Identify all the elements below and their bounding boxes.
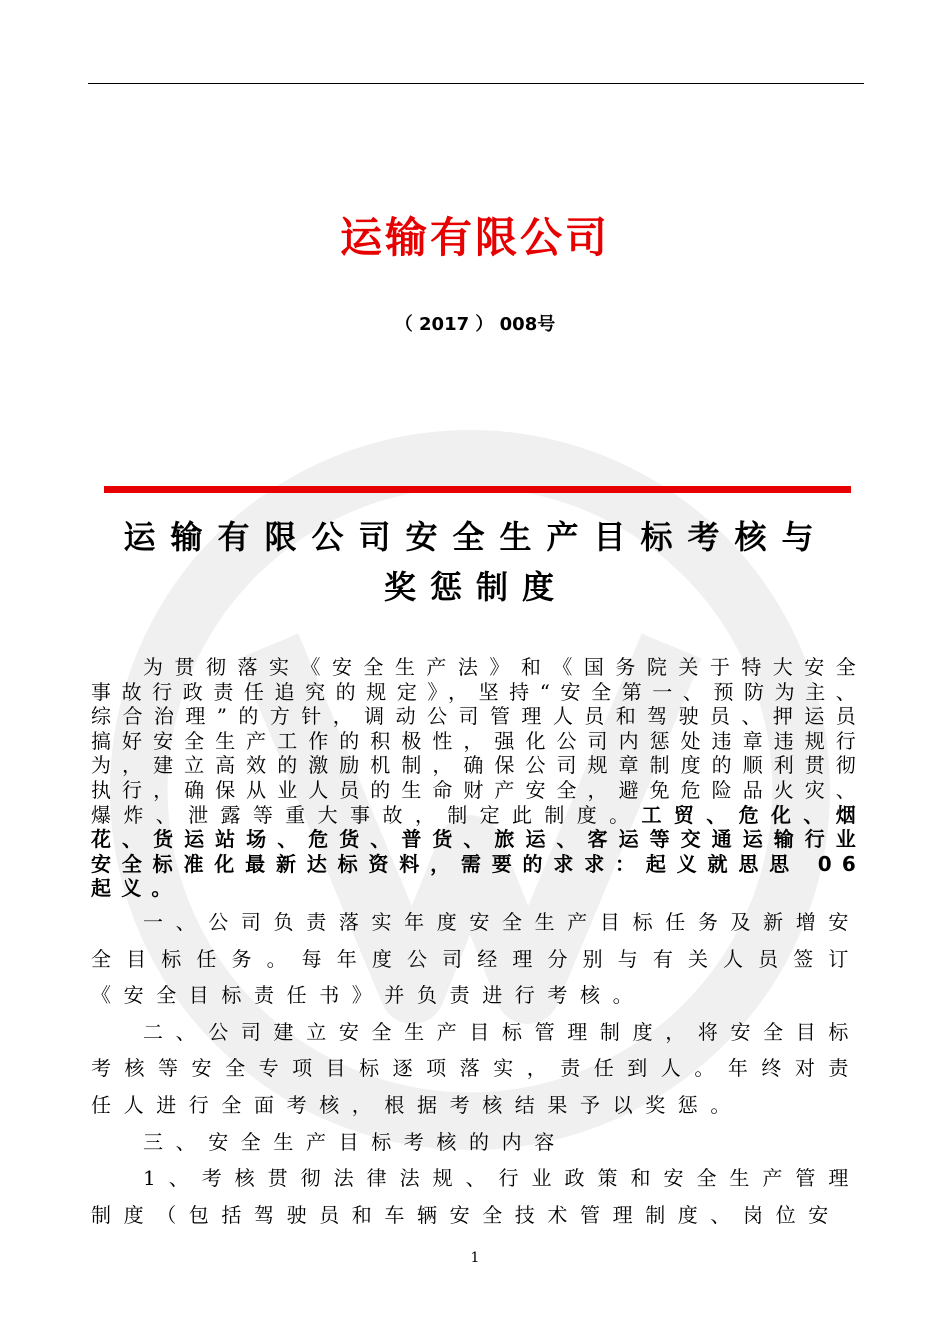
paragraph-2: 二、公司建立安全生产目标管理制度，将安全目标考核等安全专项目标逐项落实，责任到人。年终对责任人进行全面考核，根据考核结果予以奖惩。 [91,1019,861,1117]
body-paragraphs [91,904,861,1233]
title-line-2: 奖惩制度 [383,568,568,606]
company-name: 运输有限公司 [339,213,610,262]
intro-text: 为贯彻落实《安全生产法》和《国务院关于特大安全事故行政责任追究的规定》，坚持“安全第一、预防为主、综合治理”的方针，调动公司管理人员和驾驶员、押运员搞好安全生产工作的积极性，强化公司内惩处违章违规行为，建立高效的激励机制，确保公司规章制度的顺利贯彻执行，确保从业人员的生命财产安全，避免危险品火灾、爆炸、泄露等重大事故，制定此制度。 [91,655,866,827]
document-title [96,512,856,612]
red-divider [104,486,851,493]
intro-bold-text: 工贸、危化、烟花、货运站场、危货、普货、旅运、客运等交通运输行业安全标准化最新达标资料，需要的求求：起义就思思 06 起义。 [91,802,866,901]
intro-paragraph [91,655,866,901]
paragraph-3: 三、安全生产目标考核的内容 [143,1129,567,1154]
page-number: 1 [470,1250,480,1266]
title-line-1: 运输有限公司安全生产目标考核与 [123,518,829,556]
paragraph-4: 1、考核贯彻法律法规、行业政策和安全生产管理制度（包括驾驶员和车辆安全技术管理制度、岗位安 [91,1166,861,1227]
paragraph-1: 一、公司负责落实年度安全生产目标任务及新增安全目标任务。每年度公司经理分别与有关人员签订《安全目标责任书》并负责进行考核。 [91,910,861,1008]
document-number: （ 2017 ） 008号 [394,314,556,335]
header-rule [88,83,864,84]
